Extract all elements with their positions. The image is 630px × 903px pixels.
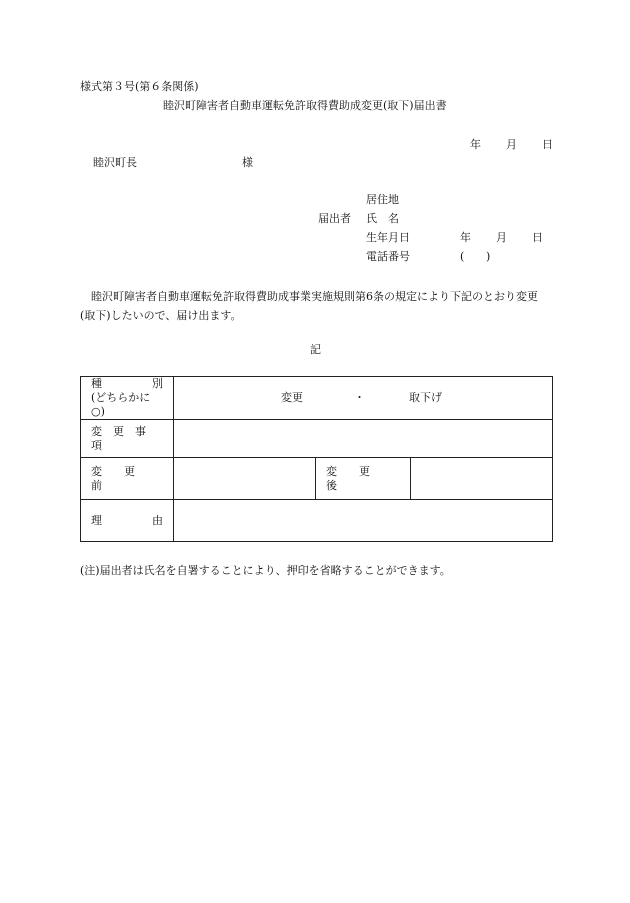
type-label	[91, 377, 163, 391]
reason-field[interactable]	[174, 500, 553, 542]
type-label-char-2: 別	[152, 377, 163, 390]
after-label: 変 更 後	[316, 458, 411, 500]
address-label: 居住地	[366, 193, 399, 206]
reason-label-char-1: 理	[91, 513, 102, 527]
before-label: 変 更 前	[81, 458, 174, 500]
notification-table	[80, 376, 553, 542]
type-sub-label: (どちらかに○)	[91, 391, 151, 418]
type-options-cell[interactable]	[174, 377, 553, 420]
document-title: 睦沢町障害者自動車運転免許取得費助成変更(取下)届出書	[163, 99, 447, 112]
change-item-label: 変 更 事 項	[81, 420, 174, 458]
addressee-honorific: 様	[242, 156, 253, 169]
change-item-field[interactable]	[174, 420, 553, 458]
date-day: 日	[542, 138, 553, 151]
reason-label-cell	[81, 500, 174, 542]
ki-heading: 記	[310, 343, 321, 356]
option-change[interactable]: 変更	[281, 391, 303, 404]
before-after-row	[81, 458, 553, 500]
applicant-block	[318, 193, 558, 273]
body-text: 睦沢町障害者自動車運転免許取得費助成事業実施規則第6条の規定により下記のとおり変更(取下)したいので、届け出ます。	[80, 290, 538, 322]
change-item-row	[81, 420, 553, 458]
name-label: 氏 名	[366, 212, 399, 225]
reason-label	[91, 514, 163, 528]
type-label-char-1: 種	[91, 377, 102, 390]
phone-label: 電話番号	[366, 250, 410, 263]
option-withdraw[interactable]: 取下げ	[409, 391, 442, 404]
date-month: 月	[506, 138, 517, 151]
applicant-role: 届出者	[318, 212, 351, 225]
date-year: 年	[470, 138, 481, 151]
reason-row	[81, 500, 553, 542]
after-field[interactable]	[411, 458, 553, 500]
date-line	[470, 138, 553, 152]
birth-day: 日	[532, 231, 543, 244]
phone-paren-open: (	[460, 250, 465, 263]
phone-paren-close: )	[486, 250, 491, 263]
before-field[interactable]	[174, 458, 316, 500]
birth-year: 年	[460, 231, 471, 244]
birth-label: 生年月日	[366, 231, 410, 244]
birth-month: 月	[496, 231, 507, 244]
type-row	[81, 377, 553, 420]
type-label-cell	[81, 377, 174, 420]
addressee-name: 睦沢町長	[93, 156, 137, 169]
form-number: 様式第３号(第６条関係)	[80, 80, 199, 93]
option-separator: ・	[354, 391, 365, 404]
footnote: (注)届出者は氏名を自署することにより、押印を省略することができます。	[80, 564, 451, 577]
reason-label-char-2: 由	[152, 513, 163, 527]
